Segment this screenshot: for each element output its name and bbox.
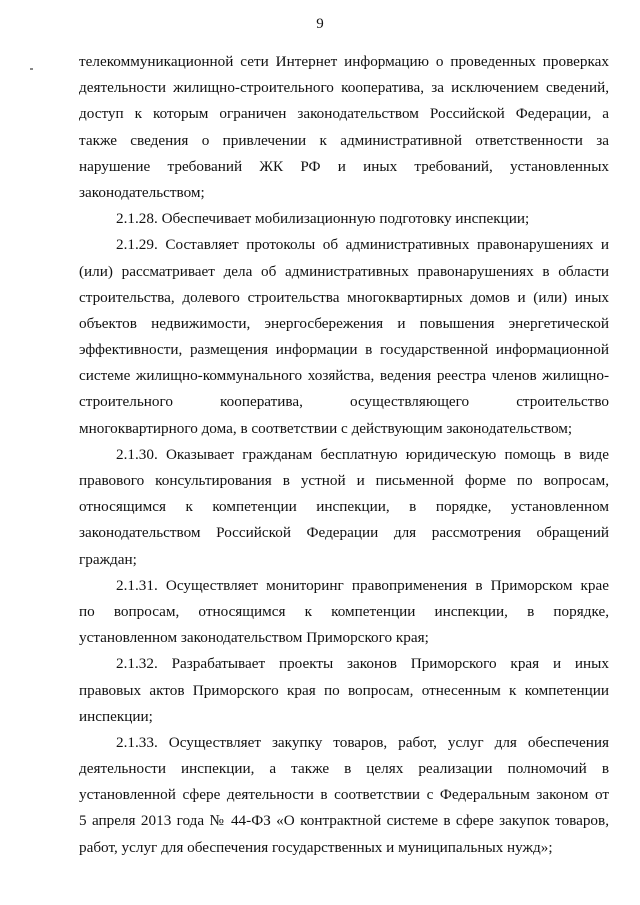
text-line: телекоммуникационной сети Интернет информацию о проведенных проверках [79, 53, 609, 70]
text-line: строительства, долевого строительства многоквартирных домов и (или) иных [79, 288, 609, 306]
margin-mark [30, 68, 33, 70]
text-line: также сведения о привлечении к административной ответственности за [79, 131, 609, 149]
text-line: граждан; [79, 550, 137, 568]
text-line: эффективности, размещения информации в государственной информационной [79, 341, 609, 359]
text-line: законодательством Российской Федерации для рассмотрения обращений [79, 524, 609, 542]
text-line: 2.1.30. Оказывает гражданам бесплатную юридическую помощь в виде [116, 445, 609, 463]
text-line: работ, услуг для обеспечения государственных и муниципальных нужд»; [79, 838, 553, 856]
text-line: установленной сфере деятельности в соответствии с Федеральным законом от [79, 786, 609, 804]
text-line: 2.1.28. Обеспечивает мобилизационную подготовку инспекции; [116, 210, 530, 228]
text-line: нарушение требований ЖК РФ и иных требований, установленных [79, 157, 609, 175]
text-line: деятельности инспекции, а также в целях реализации полномочий в [79, 760, 609, 778]
body-text [79, 49, 609, 861]
text-line: 2.1.31. Осуществляет мониторинг правоприменения в Приморском крае [116, 576, 609, 594]
text-line: 2.1.33. Осуществляет закупку товаров, работ, услуг для обеспечения [116, 733, 609, 751]
text-line: 5 апреля 2013 года № 44-ФЗ «О контрактной системе в сфере закупок товаров, [79, 812, 609, 830]
text-line: доступ к которым ограничен законодательством Российской Федерации, а [79, 105, 609, 123]
text-line: относящимся к компетенции инспекции, в порядке, установленном [79, 498, 609, 516]
text-line: системе жилищно-коммунального хозяйства, ведения реестра членов жилищно- [79, 367, 609, 385]
text-line: многоквартирного дома, в соответствии с действующим законодательством; [79, 419, 573, 437]
text-line: инспекции; [79, 707, 153, 725]
text-line: установленном законодательством Приморского края; [79, 629, 429, 647]
text-line: законодательством; [79, 183, 205, 201]
text-line: по вопросам, относящимся к компетенции инспекции, в порядке, [79, 602, 609, 620]
text-line: строительного кооператива, осуществляющего строительство [79, 393, 609, 411]
text-line: 2.1.29. Составляет протоколы об административных правонарушениях и [116, 236, 609, 254]
text-line: правовых актов Приморского края по вопросам, отнесенным к компетенции [79, 681, 609, 699]
page-number: 9 [316, 16, 324, 32]
text-line: деятельности жилищно-строительного кооператива, за исключением сведений, [79, 79, 609, 97]
text-line: объектов недвижимости, энергосбережения и повышения энергетической [79, 314, 609, 332]
text-line: 2.1.32. Разрабатывает проекты законов Приморского края и иных [116, 655, 609, 673]
text-line: правового консультирования в устной и письменной форме по вопросам, [79, 472, 609, 489]
text-line: (или) рассматривает дела об административных правонарушениях в области [79, 262, 609, 280]
